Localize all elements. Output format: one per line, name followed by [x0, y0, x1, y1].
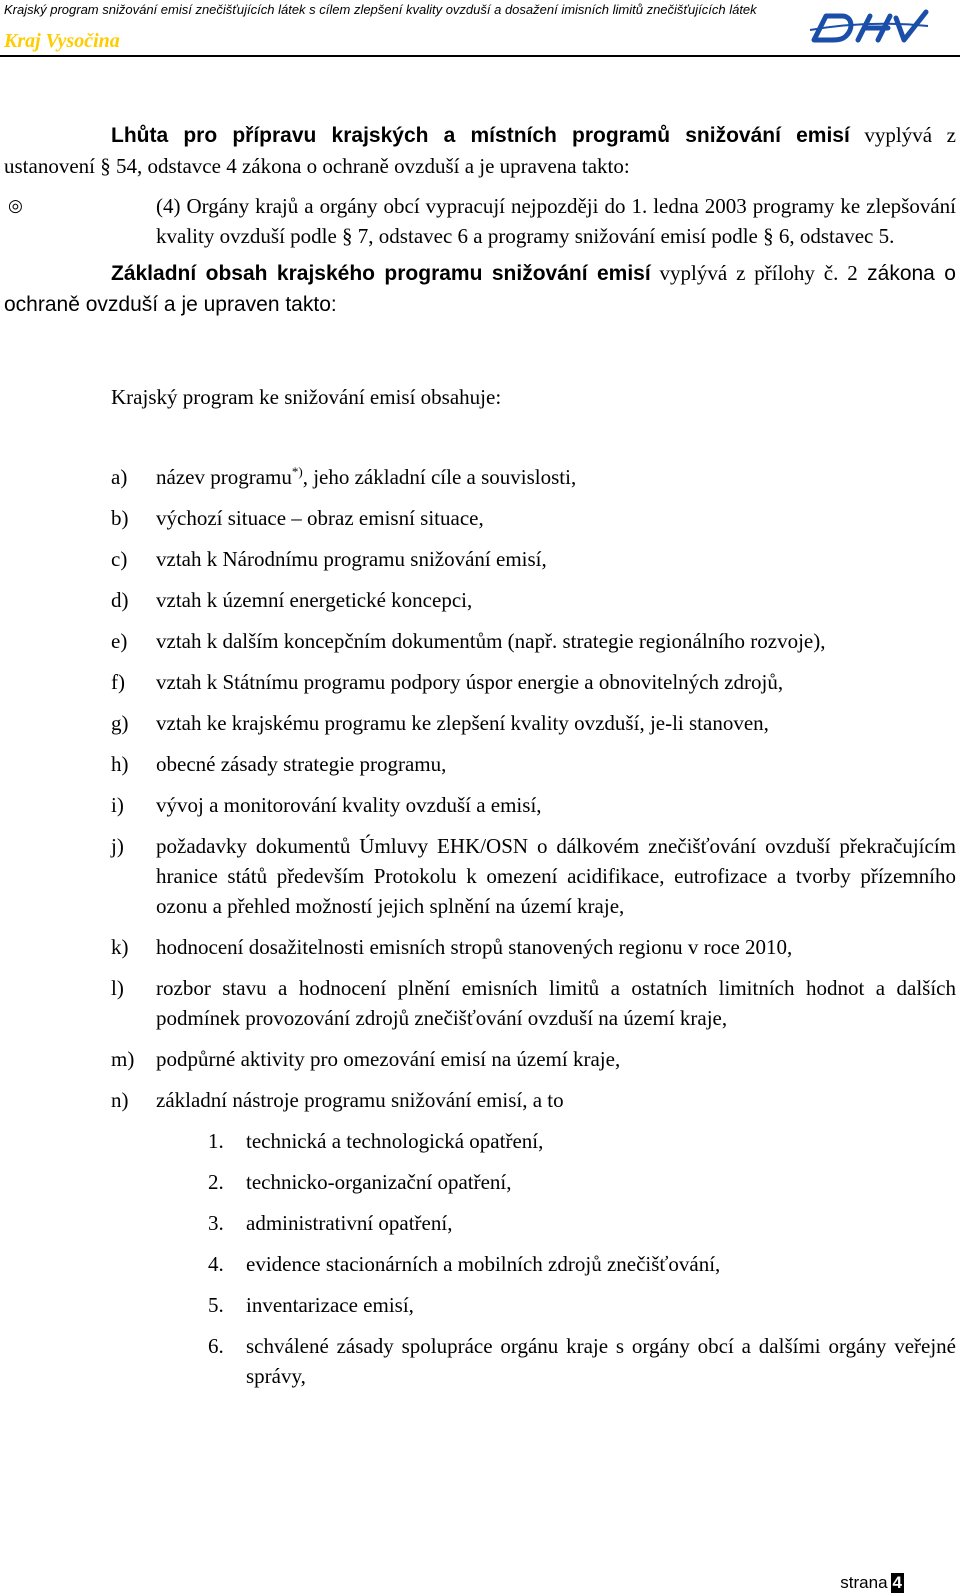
list-item-text	[156, 831, 956, 921]
list-item	[4, 973, 956, 1033]
list-item-text	[156, 1085, 956, 1115]
list-item	[4, 831, 956, 921]
list-item-label: e)	[111, 629, 128, 653]
sublist-item-number: 2.	[208, 1170, 224, 1194]
list-item-label: d)	[111, 588, 129, 612]
quoted-law-text: (4) Orgány krajů a orgány obcí vypracují nejpozději do 1. ledna 2003 programy ke zlepšování kvality ovzduší podle § 7, odstavec 6 a programy snižování emisí podle § 6, odstavec 5.	[156, 194, 956, 248]
intro-text: vyplývá z ustanovení § 54, odstavce 4 zákona o ochraně ovzduší a je upravena takto:	[4, 123, 956, 178]
intro-bold: Lhůta pro přípravu krajských a místních programů snižování emisí	[111, 124, 850, 147]
list-item	[4, 1085, 956, 1115]
list-item-label: n)	[111, 1088, 129, 1112]
sublist-item-number: 4.	[208, 1252, 224, 1276]
list-item-text	[156, 462, 956, 492]
list-item-label: f)	[111, 670, 125, 694]
sublist-item-number: 5.	[208, 1293, 224, 1317]
list-item-text-main: obecné zásady strategie programu,	[156, 752, 447, 776]
list-item-text-after: , jeho základní cíle a souvislosti,	[302, 465, 577, 489]
list-item-text	[156, 503, 956, 533]
sublist-item-text: inventarizace emisí,	[246, 1293, 414, 1317]
document-body	[4, 120, 956, 1402]
list-item-text	[156, 790, 956, 820]
sublist-item	[4, 1331, 956, 1391]
list-item	[4, 585, 956, 615]
page-label: strana	[840, 1573, 888, 1592]
list-item-label: k)	[111, 935, 129, 959]
list-item-text	[156, 973, 956, 1033]
sublist-item-number: 6.	[208, 1334, 224, 1358]
list-item-label: g)	[111, 711, 129, 735]
list-item-text	[156, 932, 956, 962]
list-item	[4, 503, 956, 533]
list-item	[4, 667, 956, 697]
page-number: 4	[892, 1573, 902, 1592]
content-list	[4, 462, 956, 1115]
list-item-text	[156, 585, 956, 615]
list-item-text-main: požadavky dokumentů Úmluvy EHK/OSN o dálkovém znečišťování ovzduší překračujícím hranice států především Protokolu k omezení acidifikace, eutrofizace a tvorby přízemního ozonu a přehled možností jejich splnění na území kraje,	[156, 834, 956, 918]
footnote-marker: *)	[291, 464, 303, 479]
list-item-text-main: vztah k Národnímu programu snižování emisí,	[156, 547, 547, 571]
list-item-text-main: hodnocení dosažitelnosti emisních stropů stanovených regionu v roce 2010,	[156, 935, 793, 959]
list-item-text-main: výchozí situace – obraz emisní situace,	[156, 506, 484, 530]
page-footer	[840, 1573, 904, 1593]
document-running-title: Krajský program snižování emisí znečišťujících látek s cílem zlepšení kvality ovzduší a dosažení imisních limitů znečišťujících látek	[4, 2, 757, 17]
list-item-text	[156, 749, 956, 779]
region-name: Kraj Vysočina	[4, 30, 120, 52]
list-item-text-main: název programu	[156, 465, 292, 489]
content-bold: Základní obsah krajského programu snižování emisí	[111, 262, 651, 285]
list-item-text	[156, 1044, 956, 1074]
list-item-label: c)	[111, 547, 128, 571]
list-item-text	[156, 667, 956, 697]
quoted-law-bullet	[4, 191, 956, 251]
list-item-text-main: základní nástroje programu snižování emisí, a to	[156, 1088, 564, 1112]
sublist-item-number: 1.	[208, 1129, 224, 1153]
list-item	[4, 544, 956, 574]
list-item-label: m)	[111, 1047, 135, 1071]
content-paragraph	[4, 258, 956, 320]
dhv-logo	[808, 6, 930, 46]
sublist-item-text: technická a technologická opatření,	[246, 1129, 544, 1153]
list-item-label: j)	[111, 834, 124, 858]
sublist-item-number: 3.	[208, 1211, 224, 1235]
list-item-text	[156, 708, 956, 738]
list-item-text-main: vztah ke krajskému programu ke zlepšení kvality ovzduší, je-li stanoven,	[156, 711, 769, 735]
list-item-text-main: podpůrné aktivity pro omezování emisí na území kraje,	[156, 1047, 621, 1071]
list-item	[4, 708, 956, 738]
list-item	[4, 749, 956, 779]
tools-sublist	[4, 1126, 956, 1391]
sublist-item-text: technicko-organizační opatření,	[246, 1170, 512, 1194]
header-divider	[0, 55, 960, 57]
content-text-a: vyplývá z přílohy č. 2	[650, 261, 858, 285]
sublist-item	[4, 1167, 956, 1197]
content-text-b: zákona o ochraně ovzduší a je upraven takto:	[4, 262, 956, 316]
list-item-text-main: vývoj a monitorování kvality ovzduší a emisí,	[156, 793, 542, 817]
list-item	[4, 790, 956, 820]
list-item-text-main: vztah k územní energetické koncepci,	[156, 588, 473, 612]
list-item-text-main: rozbor stavu a hodnocení plnění emisních limitů a ostatních limitních hodnot a dalších podmínek provozování zdrojů znečišťování ovzduší na území kraje,	[156, 976, 956, 1030]
list-item	[4, 1044, 956, 1074]
list-item	[4, 626, 956, 656]
sublist-item	[4, 1208, 956, 1238]
list-item-text	[156, 626, 956, 656]
intro-paragraph	[4, 120, 956, 181]
sublist-item	[4, 1126, 956, 1156]
sublist-item-text: evidence stacionárních a mobilních zdrojů znečišťování,	[246, 1252, 721, 1276]
list-item	[4, 462, 956, 492]
list-item-label: i)	[111, 793, 124, 817]
sublist-item-text: schválené zásady spolupráce orgánu kraje s orgány obcí a dalšími orgány veřejné správy,	[246, 1334, 956, 1388]
sublist-item	[4, 1249, 956, 1279]
list-item	[4, 932, 956, 962]
list-item-text	[156, 544, 956, 574]
list-item-text-main: vztah k dalším koncepčním dokumentům (např. strategie regionálního rozvoje),	[156, 629, 826, 653]
list-item-label: l)	[111, 976, 124, 1000]
sublist-item	[4, 1290, 956, 1320]
list-item-label: h)	[111, 752, 129, 776]
list-heading: Krajský program ke snižování emisí obsahuje:	[111, 385, 502, 409]
sublist-item-text: administrativní opatření,	[246, 1211, 453, 1235]
bullet-circle-icon: ◎	[8, 196, 23, 215]
list-item-label: b)	[111, 506, 129, 530]
list-item-text-main: vztah k Státnímu programu podpory úspor energie a obnovitelných zdrojů,	[156, 670, 784, 694]
list-item-label: a)	[111, 465, 128, 489]
